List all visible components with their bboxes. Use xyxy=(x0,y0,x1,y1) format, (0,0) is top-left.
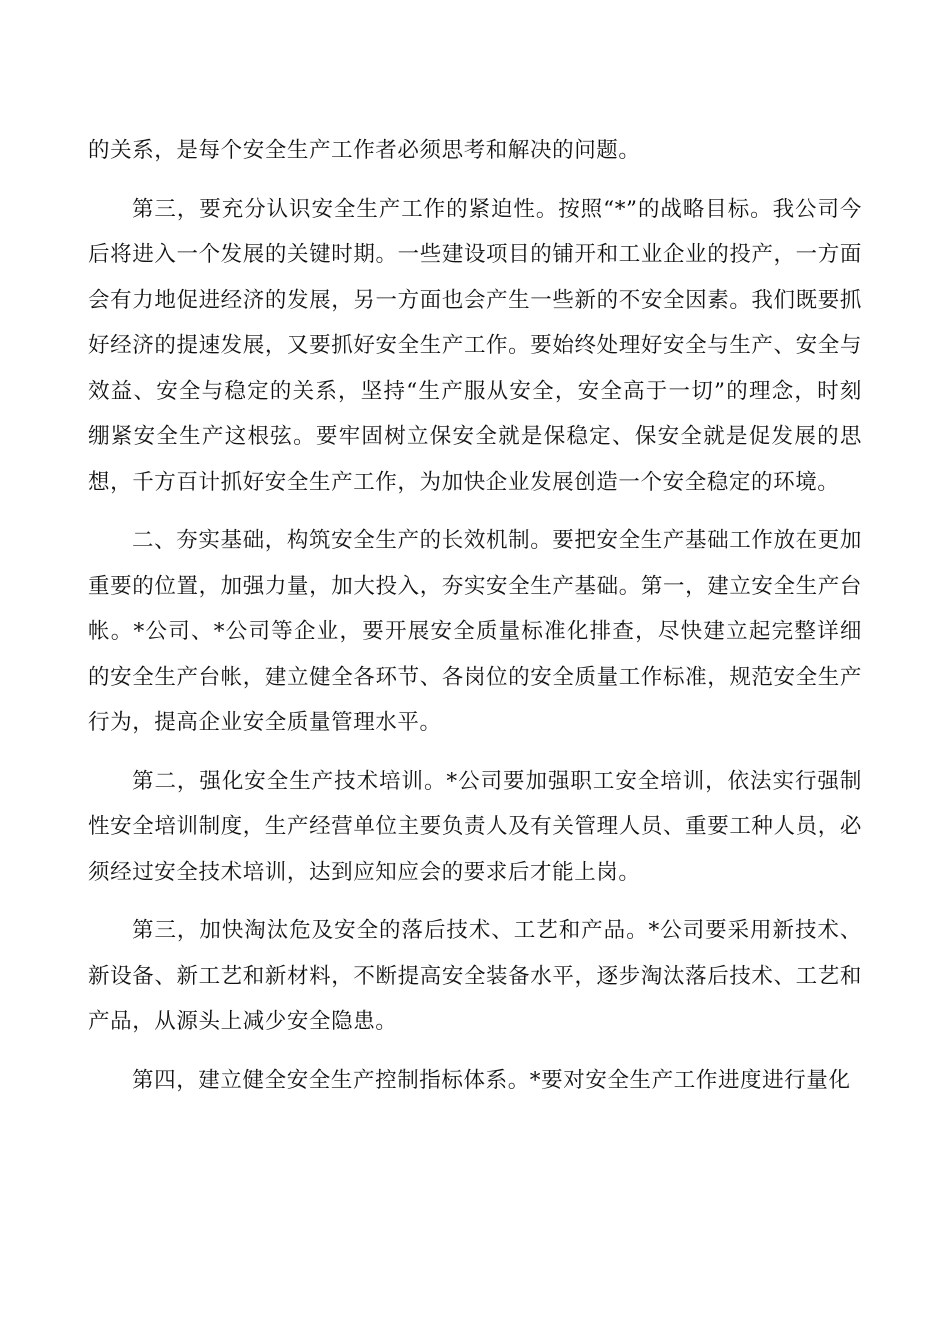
paragraph-second-training: 第二，强化安全生产技术培训。*公司要加强职工安全培训，依法实行强制性安全培训制度，生产经营单位主要负责人及有关管理人员、重要工种人员，必须经过安全技术培训，达到应知应会的要求后才能上岗。 xyxy=(88,768,862,885)
document-body xyxy=(88,128,862,1116)
paragraph-section-two-foundation: 二、夯实基础，构筑安全生产的长效机制。要把安全生产基础工作放在更加重要的位置，加强力量，加大投入，夯实安全生产基础。第一，建立安全生产台帐。*公司、*公司等企业，要开展安全质量标准化排查，尽快建立起完整详细的安全生产台帐，建立健全各环节、各岗位的安全质量工作标准，规范安全生产行为，提高企业安全质量管理水平。 xyxy=(88,528,862,735)
paragraph-fourth-control-indicators: 第四，建立健全安全生产控制指标体系。*要对安全生产工作进度进行量化 xyxy=(132,1067,851,1093)
paragraph-third-urgency: 第三，要充分认识安全生产工作的紧迫性。按照“*”的战略目标。我公司今后将进入一个发展的关键时期。一些建设项目的铺开和工业企业的投产，一方面会有力地促进经济的发展，另一方面也会产生一些新的不安全因素。我们既要抓好经济的提速发展，又要抓好安全生产工作。要始终处理好安全与生产、安全与效益、安全与稳定的关系，坚持“生产服从安全，安全高于一切”的理念，时刻绷紧安全生产这根弦。要牢固树立保安全就是保稳定、保安全就是促发展的思想，千方百计抓好安全生产工作，为加快企业发展创造一个安全稳定的环境。 xyxy=(88,196,862,495)
paragraph-third-eliminate-outdated: 第三，加快淘汰危及安全的落后技术、工艺和产品。*公司要采用新技术、新设备、新工艺和新材料，不断提高安全装备水平，逐步淘汰落后技术、工艺和产品，从源头上减少安全隐患。 xyxy=(88,918,862,1034)
paragraph-continuation: 的关系，是每个安全生产工作者必须思考和解决的问题。 xyxy=(88,138,641,163)
